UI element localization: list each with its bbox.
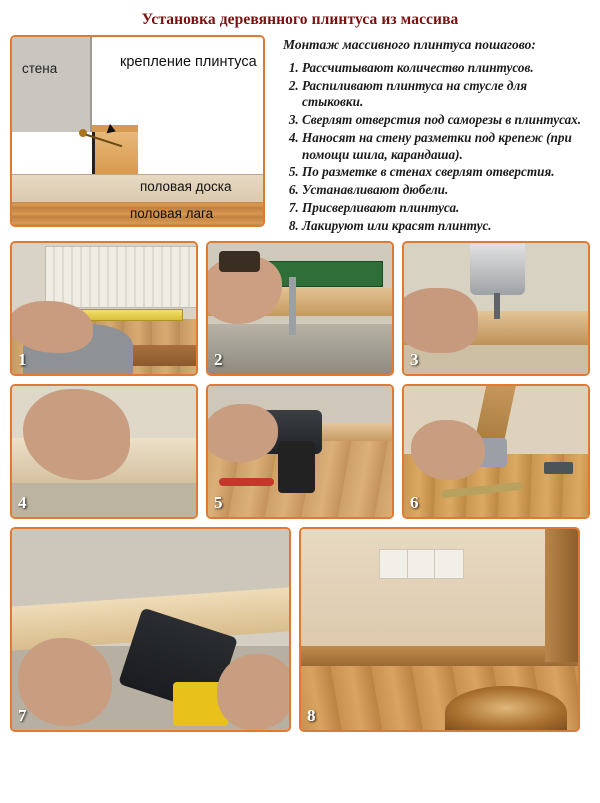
- photo-grid: [0, 235, 600, 742]
- photo-scene: [404, 386, 588, 517]
- photo-fastening-skirting: [10, 527, 291, 732]
- diagram-background: [90, 37, 265, 132]
- photo-miter-saw-cut: [206, 241, 394, 376]
- diagram-wall-block: [12, 37, 92, 132]
- photo-row-1: [10, 241, 590, 376]
- photo-scene: [12, 243, 196, 374]
- step-item: 4. Наносят на стену разметки под крепеж (при помощи шила, карандаша).: [302, 130, 590, 163]
- photo-row-3: [10, 527, 590, 732]
- step-item: 5. По разметке в стенах сверлят отверстия.: [302, 164, 590, 180]
- photo-measuring-tape: [10, 241, 198, 376]
- photo-badge: 5: [214, 493, 223, 512]
- top-section: [0, 35, 600, 235]
- photo-marking-wall: [10, 384, 198, 519]
- photo-badge: 1: [18, 350, 27, 369]
- photo-row-2: [10, 384, 590, 519]
- photo-scene: [208, 386, 392, 517]
- steps-list: [283, 60, 590, 235]
- photo-scene: [301, 529, 578, 730]
- step-item: 1. Рассчитывают количество плинтусов.: [302, 60, 590, 76]
- photo-badge: 2: [214, 350, 223, 369]
- photo-screwdriver-fixing: [206, 384, 394, 519]
- photo-drilling-holes: [402, 241, 590, 376]
- step-item: 3. Сверлят отверстия под саморезы в плинтусах.: [302, 112, 590, 128]
- diagram-main-label: крепление плинтуса: [120, 54, 257, 70]
- skirting-diagram: [10, 35, 265, 227]
- photo-badge: 6: [410, 493, 419, 512]
- photo-scene: [404, 243, 588, 374]
- steps-heading: Монтаж массивного плинтуса пошагово:: [283, 37, 536, 52]
- page-title: Установка деревянного плинтуса из массива: [141, 11, 459, 28]
- photo-scene: [12, 529, 289, 730]
- photo-finished-corner: [299, 527, 580, 732]
- steps-section: [275, 35, 590, 235]
- photo-scene: [208, 243, 392, 374]
- diagram-left-fill: [12, 132, 90, 174]
- step-item: 2. Распиливают плинтуса на стусле для стыковки.: [302, 78, 590, 111]
- diagram-wall-label: стена: [22, 61, 58, 76]
- diagram-board-label: половая доска: [140, 179, 232, 194]
- photo-hammering-dowel: [402, 384, 590, 519]
- step-item: 8. Лакируют или красят плинтус.: [302, 218, 590, 234]
- fastener-head-icon: [79, 129, 87, 137]
- photo-badge: 8: [307, 706, 316, 725]
- photo-badge: 4: [18, 493, 27, 512]
- photo-badge: 7: [18, 706, 27, 725]
- step-item: 6. Устанавливают дюбели.: [302, 182, 590, 198]
- photo-badge: 3: [410, 350, 419, 369]
- wall-sockets: [379, 549, 464, 579]
- diagram-joist-label: половая лага: [130, 206, 214, 221]
- photo-scene: [12, 386, 196, 517]
- step-item: 7. Присверливают плинтуса.: [302, 200, 590, 216]
